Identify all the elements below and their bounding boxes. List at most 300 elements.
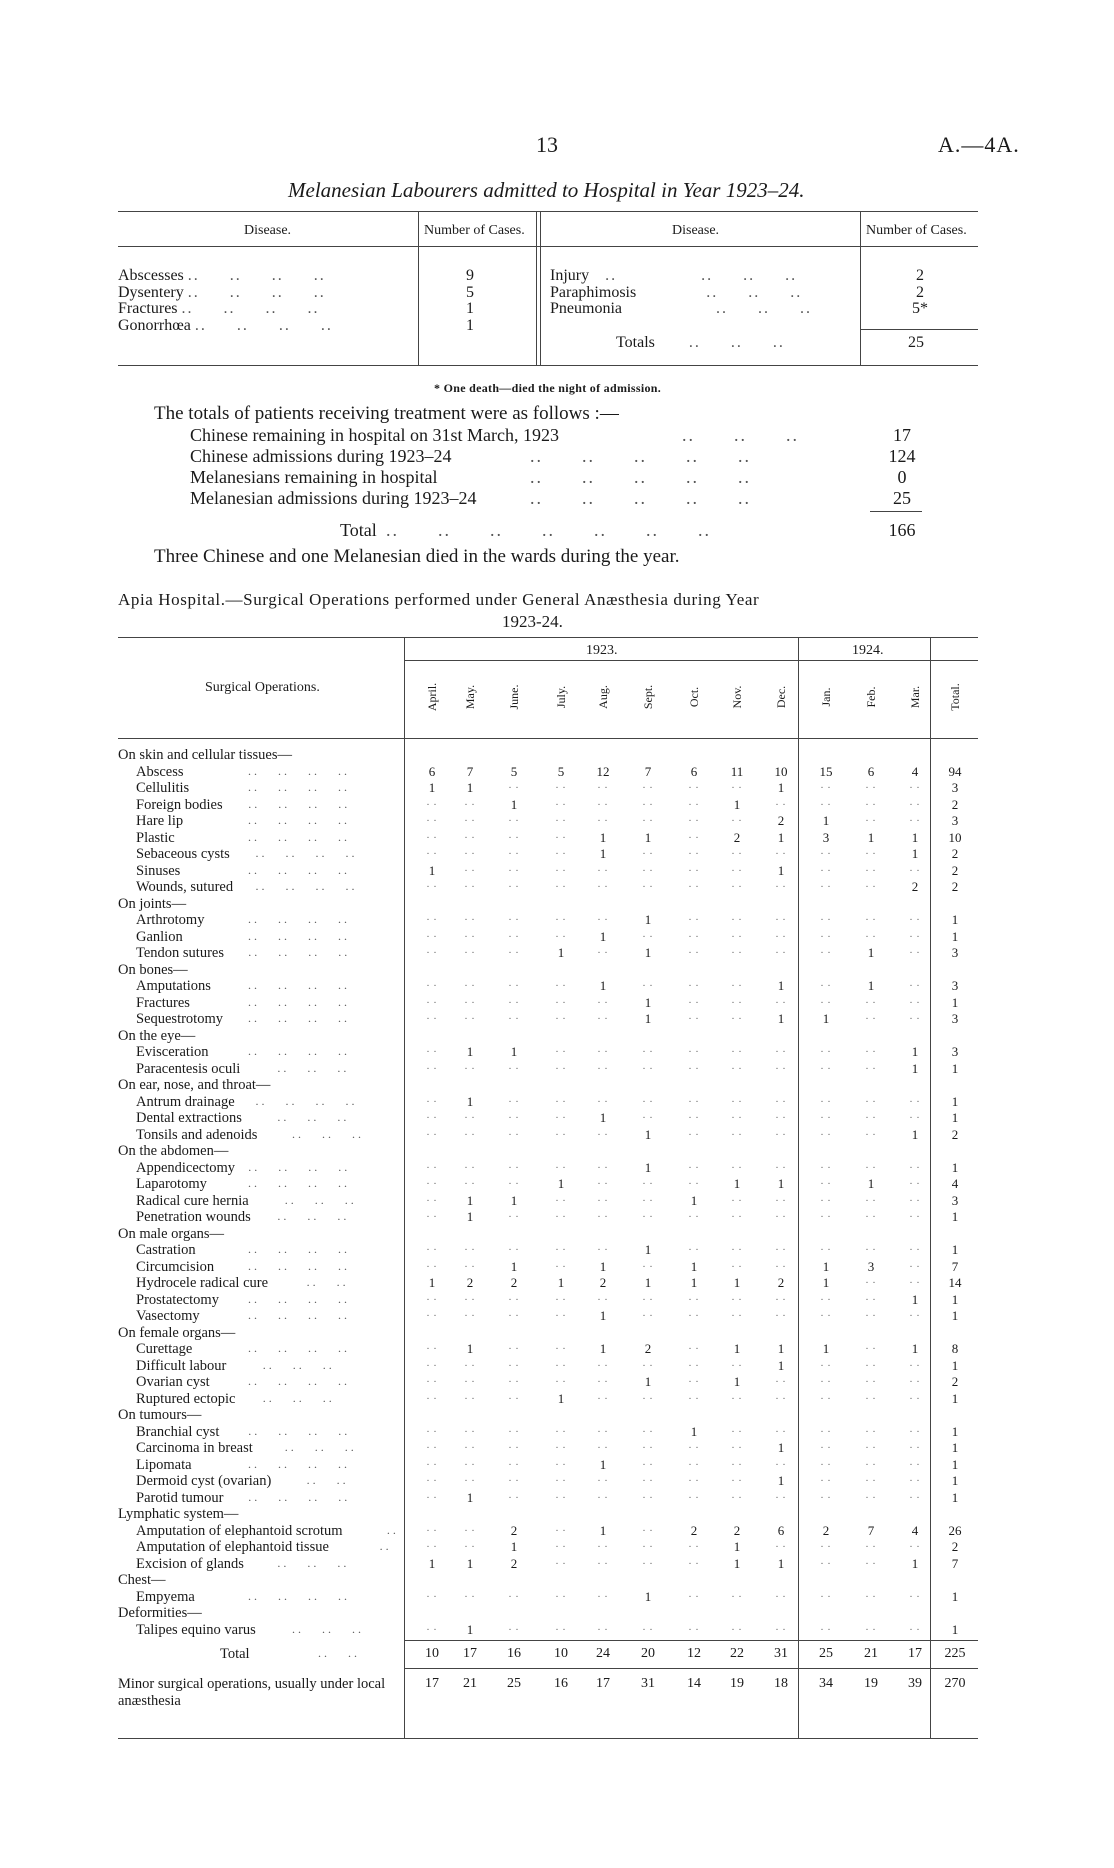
row-total-cell: 1 [951, 1209, 959, 1224]
month-cell: . . [597, 1093, 609, 1105]
row-total-cell: 1 [951, 1473, 959, 1488]
month-cell: . . [820, 994, 832, 1006]
operation-label: Plastic [136, 829, 175, 846]
right-cases-list [905, 268, 935, 318]
leader-dots: .. [386, 1522, 417, 1537]
month-cell: . . [464, 1456, 476, 1468]
month-cell: . . [426, 912, 438, 923]
month-cell: . . [597, 1291, 609, 1303]
month-cell: . . [865, 862, 877, 874]
month-total-cell: 14 [687, 1676, 701, 1691]
table-row [118, 1457, 978, 1474]
row-total-cell: 10 [948, 829, 962, 845]
month-cell: . . [865, 1440, 877, 1451]
month-cell: . . [688, 1588, 700, 1600]
leader-dots: .. .. .. .. [248, 829, 368, 844]
month-total-cell: 16 [507, 1646, 521, 1661]
month-cell: . . [909, 1093, 921, 1105]
month-cell: . . [775, 1093, 787, 1105]
leader-dots: .. .. .. [292, 1126, 382, 1141]
month-cell: . . [597, 1423, 609, 1435]
month-cell: 2 [822, 1522, 830, 1538]
month-cell: . . [426, 879, 438, 890]
month-cell: 7 [644, 763, 652, 779]
table-rule [118, 246, 978, 247]
month-cell: . . [731, 1209, 743, 1220]
month-cell: . . [555, 1242, 567, 1253]
month-cell: 2 [510, 1555, 518, 1571]
month-cell: . . [597, 1473, 609, 1484]
row-total-cell: 3 [951, 813, 959, 828]
month-cell: . . [865, 780, 877, 791]
month-cell: 6 [690, 763, 698, 779]
month-cell: . . [909, 1258, 921, 1270]
month-cell: . . [731, 1588, 743, 1600]
operation-label: Fractures [136, 994, 190, 1011]
month-cell: . . [731, 879, 743, 890]
row-total-cell: 14 [948, 1275, 962, 1290]
month-cell: . . [820, 1489, 832, 1501]
month-cell: . . [426, 1159, 438, 1171]
month-total-cell: 19 [864, 1676, 878, 1691]
month-cell: . . [555, 1308, 567, 1319]
month-cell: . . [688, 1011, 700, 1022]
month-cell: 1 [599, 846, 607, 861]
month-cell: 1 [644, 912, 652, 927]
month-total-cell: 24 [596, 1646, 610, 1661]
month-cell: 1 [822, 1275, 830, 1290]
table-rule [404, 660, 978, 661]
month-cell: . . [426, 796, 438, 808]
month-cell: 1 [911, 1291, 919, 1307]
month-cell: . . [642, 862, 654, 874]
month-total-cell: 31 [774, 1646, 788, 1661]
month-cell: 2 [911, 879, 919, 894]
table-row [118, 1292, 978, 1309]
month-cell: 1 [867, 978, 875, 993]
month-cell: . . [731, 813, 743, 824]
leader-dots: .. .. .. .. [248, 796, 369, 811]
month-cell: . . [731, 1060, 743, 1072]
month-cell: . . [426, 1390, 438, 1402]
table-row [118, 929, 978, 946]
operation-label: Sebaceous cysts [136, 846, 230, 862]
month-cell: 1 [466, 780, 474, 795]
month-cell: . . [688, 1159, 700, 1171]
table-row [118, 1061, 978, 1078]
month-cell: . . [865, 1390, 877, 1402]
month-cell: 1 [644, 1242, 652, 1257]
month-cell: . . [775, 846, 787, 857]
month-cell: . . [555, 796, 567, 808]
operation-label: Tendon sutures [136, 945, 224, 961]
operation-label: Antrum drainage [136, 1093, 235, 1110]
operation-label: Hydrocele radical cure [136, 1275, 269, 1291]
right-disease-list [550, 268, 812, 318]
month-cell: . . [426, 1044, 438, 1055]
column-header-disease: Disease. [672, 223, 720, 238]
month-total-cell: 31 [641, 1676, 655, 1691]
month-cell: . . [508, 1473, 520, 1484]
month-cell: . . [731, 1242, 743, 1253]
month-header: Sept. [641, 684, 655, 710]
month-cell: . . [688, 1456, 700, 1468]
leader-dots: .. .. .. .. [248, 862, 368, 877]
month-header: July. [554, 685, 568, 709]
case-count: 2 [916, 267, 924, 284]
table-row [118, 1589, 978, 1606]
leader-dots: .. .. .. .. [248, 1423, 369, 1438]
category-label: On skin and cellular tissues— [118, 747, 292, 763]
month-cell: . . [642, 1258, 654, 1270]
month-cell: . . [508, 813, 520, 824]
month-cell: . . [731, 994, 743, 1006]
month-cell: . . [508, 1440, 520, 1451]
month-cell: . . [909, 780, 921, 791]
month-cell: . . [464, 928, 476, 940]
operation-label: Ruptured ectopic [136, 1390, 236, 1407]
leader-dots: .. .. .. .. [248, 813, 368, 827]
month-header: Mar. [908, 685, 922, 709]
month-cell: . . [688, 1209, 700, 1220]
month-cell: . . [820, 1192, 832, 1204]
table-row [118, 797, 978, 814]
month-cell: . . [426, 1588, 438, 1600]
month-cell: . . [865, 1060, 877, 1072]
month-cell: . . [909, 912, 921, 923]
row-total-cell: 1 [951, 1357, 959, 1373]
month-cell: . . [508, 1209, 520, 1220]
month-cell: . . [508, 1357, 520, 1369]
month-cell: . . [642, 1423, 654, 1435]
month-cell: . . [642, 1308, 654, 1319]
month-cell: . . [820, 1176, 832, 1187]
row-total-cell: 1 [951, 1291, 959, 1307]
month-cell: . . [865, 1341, 877, 1352]
month-cell: . . [865, 1456, 877, 1468]
category-label: On the abdomen— [118, 1143, 229, 1159]
month-total-cell: 34 [819, 1676, 833, 1691]
month-cell: . . [909, 1011, 921, 1022]
month-cell: . . [642, 978, 654, 989]
month-cell: . . [642, 1489, 654, 1501]
month-cell: . . [688, 1060, 700, 1072]
month-cell: 1 [822, 1011, 830, 1026]
month-cell: 1 [510, 796, 518, 812]
grand-total-cell: 270 [944, 1676, 966, 1691]
month-cell: . . [597, 1011, 609, 1022]
month-total-cell: 17 [463, 1646, 477, 1661]
month-cell: 1 [466, 1489, 474, 1505]
row-total-cell: 2 [951, 796, 959, 812]
month-cell: . . [555, 862, 567, 874]
operation-label: Carcinoma in breast [136, 1440, 253, 1456]
month-cell: . . [688, 813, 700, 824]
summary-intro: The totals of patients receiving treatment were as follows :— [154, 403, 619, 424]
table-row [118, 1473, 978, 1490]
month-cell: . . [775, 1060, 787, 1072]
month-cell: . . [642, 1291, 654, 1303]
month-cell: . . [865, 1621, 877, 1633]
month-cell: . . [597, 1209, 609, 1220]
month-cell: . . [731, 1044, 743, 1055]
month-cell: 1 [644, 1159, 652, 1175]
month-cell: . . [909, 1242, 921, 1253]
month-cell: . . [775, 1308, 787, 1319]
month-cell: . . [688, 1291, 700, 1303]
month-cell: . . [775, 1489, 787, 1501]
month-cell: . . [508, 1011, 520, 1022]
month-cell: . . [597, 945, 609, 956]
leader-dots: .. .. .. .. [248, 1588, 368, 1603]
table-row [118, 1160, 978, 1177]
month-cell: . . [597, 1357, 609, 1369]
month-cell: . . [909, 945, 921, 956]
month-header: April. [425, 682, 439, 712]
month-cell: . . [642, 1110, 654, 1121]
summary-total-label: Total [340, 520, 377, 540]
month-cell: 1 [690, 1192, 698, 1208]
melanesian-table-title: Melanesian Labourers admitted to Hospital in Year 1923–24. [288, 178, 805, 202]
table-row [118, 1011, 978, 1028]
category-row [118, 896, 978, 913]
month-cell: . . [820, 928, 832, 940]
month-cell: . . [820, 1423, 832, 1435]
month-cell: . . [555, 1258, 567, 1270]
month-cell: . . [642, 796, 654, 808]
month-cell: 1 [599, 1341, 607, 1356]
row-total-cell: 8 [951, 1341, 959, 1356]
disease-name: Dysentery .. .. .. .. [118, 283, 326, 301]
month-cell: . . [688, 1489, 700, 1501]
month-total-cell: 17 [425, 1676, 439, 1691]
month-cell: . . [555, 1456, 567, 1468]
summary-row-value: 0 [897, 467, 907, 487]
sum-rule [870, 511, 922, 512]
month-cell: . . [865, 928, 877, 940]
month-cell: . . [464, 1522, 476, 1534]
month-cell: . . [909, 1489, 921, 1501]
leader-dots: .. .. .. .. [248, 928, 368, 943]
month-cell: . . [820, 1242, 832, 1253]
month-cell: . . [508, 1291, 520, 1303]
month-cell: . . [731, 1308, 743, 1319]
table-row [118, 945, 978, 962]
operation-label: Paracentesis oculi [136, 1060, 241, 1077]
leader-dots: .. .. .. .. [248, 1176, 368, 1190]
case-count: 1 [466, 300, 474, 317]
month-cell: . . [731, 928, 743, 940]
month-cell: . . [642, 1060, 654, 1072]
operation-label: Excision of glands [136, 1555, 244, 1572]
month-total-cell: 16 [554, 1676, 568, 1691]
month-cell: . . [688, 1093, 700, 1105]
month-cell: . . [775, 912, 787, 923]
month-cell: . . [909, 1275, 921, 1286]
month-cell: . . [775, 1192, 787, 1204]
leader-dots: .. .. .. .. [248, 912, 368, 926]
month-total-cell: 18 [774, 1676, 788, 1691]
operation-label: Branchial cyst [136, 1423, 220, 1440]
table-rule [118, 365, 978, 366]
month-cell: . . [865, 846, 877, 857]
month-cell: . . [508, 978, 520, 989]
month-cell: 1 [510, 1539, 518, 1554]
month-cell: 1 [466, 1621, 474, 1637]
month-cell: . . [426, 1126, 438, 1138]
month-cell: 2 [510, 1522, 518, 1538]
month-cell: . . [820, 1588, 832, 1600]
month-cell: 1 [690, 1258, 698, 1274]
month-cell: . . [426, 1110, 438, 1121]
month-cell: . . [426, 978, 438, 989]
row-total-cell: 1 [951, 1390, 959, 1406]
row-total-cell: 26 [948, 1522, 962, 1538]
month-cell: . . [909, 1110, 921, 1121]
month-cell: . . [820, 1555, 832, 1567]
category-label: On ear, nose, and throat— [118, 1077, 271, 1093]
month-cell: 1 [733, 1555, 741, 1571]
month-cell: . . [508, 1126, 520, 1138]
operation-label: Ovarian cyst [136, 1374, 210, 1390]
month-cell: . . [426, 829, 438, 841]
month-cell: . . [508, 1374, 520, 1385]
month-header: Feb. [864, 686, 878, 708]
month-cell: . . [555, 829, 567, 841]
month-cell: . . [555, 1374, 567, 1385]
leader-dots: .. .. .. .. [255, 1093, 376, 1108]
month-cell: . . [865, 1555, 877, 1567]
month-cell: 1 [733, 1275, 741, 1290]
month-cell: . . [820, 862, 832, 874]
operation-label: Lipomata [136, 1456, 192, 1473]
month-total-cell: 21 [864, 1646, 878, 1661]
row-total-cell: 1 [951, 1110, 959, 1125]
month-cell: 1 [690, 1275, 698, 1290]
month-cell: . . [508, 945, 520, 956]
category-label: Chest— [118, 1572, 166, 1588]
month-cell: . . [688, 1357, 700, 1369]
month-cell: . . [688, 879, 700, 890]
table-row [118, 1341, 978, 1358]
month-cell: 2 [599, 1275, 607, 1290]
summary-row-value: 17 [893, 425, 911, 445]
month-cell: . . [775, 1423, 787, 1435]
month-cell: 1 [510, 1044, 518, 1059]
operation-label: Prostatectomy [136, 1291, 219, 1308]
month-cell: . . [642, 1456, 654, 1468]
month-cell: . . [642, 1621, 654, 1633]
month-cell: . . [508, 1093, 520, 1105]
month-cell: . . [909, 978, 921, 989]
table-row [118, 780, 978, 797]
table-rule [118, 1738, 978, 1739]
operation-label: Vasectomy [136, 1308, 200, 1324]
category-row [118, 962, 978, 979]
month-cell: . . [555, 1110, 567, 1121]
month-cell: . . [909, 1192, 921, 1204]
month-cell: 1 [644, 945, 652, 960]
month-cell: 4 [911, 763, 919, 779]
table-row [118, 978, 978, 995]
month-cell: . . [426, 945, 438, 956]
month-cell: . . [865, 1126, 877, 1138]
category-row [118, 1226, 978, 1243]
month-cell: . . [555, 1555, 567, 1567]
month-cell: . . [597, 780, 609, 791]
month-cell: . . [909, 1390, 921, 1402]
leader-dots: .. .. .. .. [248, 763, 368, 778]
deaths-note: Three Chinese and one Melanesian died in the wards during the year. [154, 546, 680, 567]
month-cell: . . [597, 1588, 609, 1600]
month-cell: . . [688, 862, 700, 874]
month-cell: . . [820, 912, 832, 923]
month-cell: 1 [428, 862, 436, 878]
month-total-cell: 21 [463, 1676, 477, 1691]
month-cell: . . [555, 1440, 567, 1451]
month-cell: . . [775, 1456, 787, 1468]
category-label: Lymphatic system— [118, 1506, 239, 1522]
month-cell: . . [909, 813, 921, 824]
month-cell: . . [775, 879, 787, 890]
table-row [118, 1424, 978, 1441]
operation-label: Cellulitis [136, 780, 190, 796]
month-cell: . . [642, 1209, 654, 1220]
month-cell: . . [688, 928, 700, 940]
month-cell: . . [597, 1159, 609, 1171]
operation-label: Circumcision [136, 1258, 215, 1275]
month-cell: . . [865, 912, 877, 923]
minor-operations-row-label: Minor surgical operations, usually under local anæsthesia [118, 1676, 386, 1709]
row-total-cell: 2 [951, 846, 959, 861]
month-cell: . . [865, 1011, 877, 1022]
month-cell: . . [464, 994, 476, 1006]
operation-label: Evisceration [136, 1044, 209, 1060]
month-cell: 1 [733, 1341, 741, 1356]
table-rule [118, 211, 978, 212]
leader-dots: .. .. .. .. [255, 879, 376, 893]
month-cell: . . [865, 1489, 877, 1501]
month-cell: 1 [557, 1390, 565, 1406]
month-cell: . . [426, 1242, 438, 1253]
month-cell: 1 [466, 1341, 474, 1356]
month-cell: . . [820, 978, 832, 989]
summary-total-value: 166 [888, 520, 916, 540]
month-cell: . . [555, 912, 567, 923]
month-cell: . . [820, 1456, 832, 1468]
category-row [118, 1325, 978, 1342]
month-cell: . . [597, 1374, 609, 1385]
month-cell: . . [731, 1093, 743, 1105]
month-cell: . . [597, 1192, 609, 1204]
table-rule [536, 211, 541, 365]
month-cell: 5 [557, 763, 565, 779]
table-rule [860, 211, 861, 365]
operation-label: Hare lip [136, 813, 184, 829]
row-total-cell: 1 [951, 1588, 959, 1604]
operation-label: Curettage [136, 1341, 193, 1357]
month-cell: . . [555, 1423, 567, 1435]
category-label: On bones— [118, 961, 188, 978]
month-cell: . . [426, 994, 438, 1006]
month-cell: 6 [428, 763, 436, 779]
month-cell: 7 [867, 1522, 875, 1538]
month-cell: . . [731, 1473, 743, 1484]
month-cell: . . [555, 1588, 567, 1600]
table-row [118, 1176, 978, 1193]
leader-dots: .. .. .. .. .. [530, 488, 751, 508]
month-cell: . . [426, 1489, 438, 1501]
